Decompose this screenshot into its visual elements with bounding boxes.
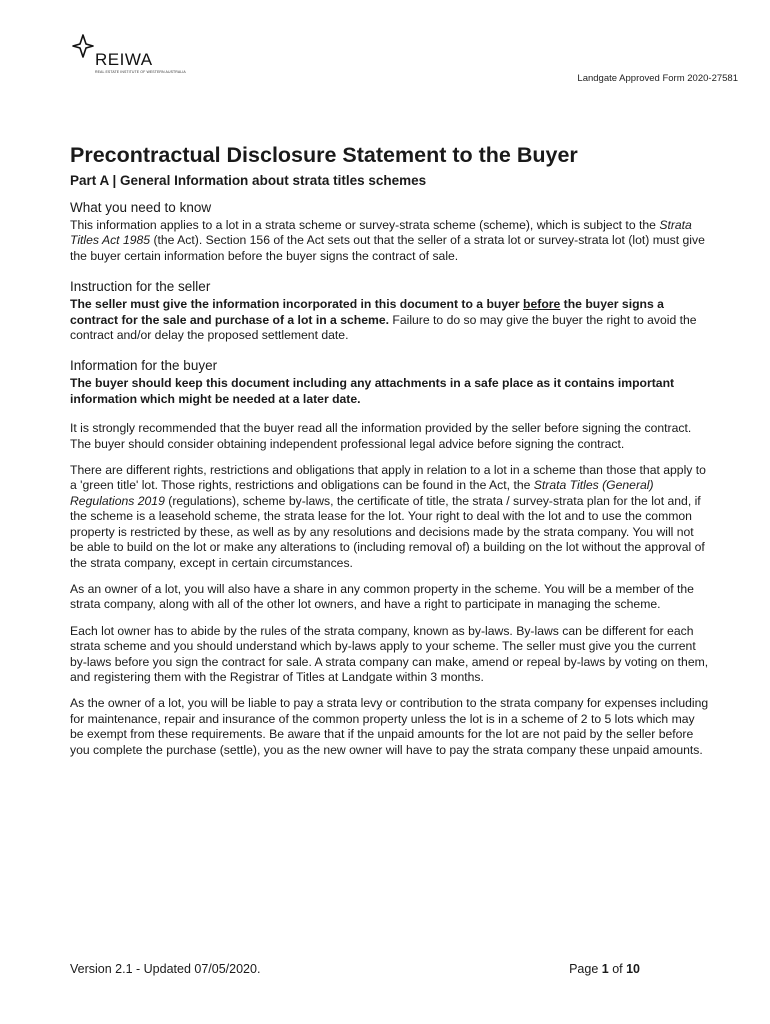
paragraph-intro: This information applies to a lot in a strata scheme or survey-strata scheme (scheme), which is subject to the Strata Titles Act 1985 (the Act). Section 156 of the Act sets out that the seller of a strata lot or survey-strata lot (lot) must give the buyer certain information before the buyer signs the contract of sale. (70, 218, 705, 263)
form-number: Landgate Approved Form 2020-27581 (577, 73, 738, 84)
paragraph-rights-restrictions: There are different rights, restrictions and obligations that apply in relation to a lot in a scheme than those that apply to a 'green title' lot. Those rights, restrictions and obligations can be found in the Act, the Strata Titles (General) Regulations 2019 (regulations), scheme by-laws, the certificate of title, the strata / survey-strata plan for the lot and, if the scheme is a leasehold scheme, the strata lease for the lot. Your right to deal with the lot and to use the common property is restricted by these, as well as by any resolutions and decisions made by the strata company. You will not be able to build on the lot or make any alterations to (including removal of) a building on the lot without the approval of the strata company, except in certain circumstances. (70, 463, 706, 570)
section-heading-information-for-buyer: Information for the buyer (70, 358, 218, 374)
regulations-name: Strata Titles (General) Regulations 2019 (70, 478, 654, 508)
document-title: Precontractual Disclosure Statement to the Buyer (70, 143, 578, 167)
act-name: Strata Titles Act 1985 (70, 218, 692, 248)
paragraph-by-laws: Each lot owner has to abide by the rules of the strata company, known as by-laws. By-laws can be different for each strata scheme and you should understand which by-laws apply to your scheme. The seller must give you the current by-laws before you sign the contract for sale. A strata company can make, amend or repeal by-laws by voting on them, and registering them with the Registrar of Titles at Landgate within 3 months. (70, 623, 709, 684)
paragraph-legal-advice: It is strongly recommended that the buyer read all the information provided by the seller before signing the contract. The buyer should consider obtaining independent professional legal advice before signing the contract. (70, 421, 692, 451)
document-body (70, 140, 710, 769)
logo-wordmark: REIWA (95, 50, 153, 69)
section-heading-what-you-need-to-know: What you need to know (70, 200, 212, 215)
page-number: Page 1 of 10 (569, 962, 640, 976)
paragraph-strata-levy: As the owner of a lot, you will be liable to pay a strata levy or contribution to the strata company for expenses including for maintenance, repair and insurance of the common property unless the lot is in a scheme of 2 to 5 lots which may be exempt from these requirements. Be aware that if the unpaid amounts for the lot are not paid by the seller before you complete the purchase (settle), you as the new owner will have to pay the strata company these unpaid amounts. (70, 696, 709, 757)
paragraph-common-property: As an owner of a lot, you will also have a share in any common property in the scheme. You will be a member of the strata company, along with all of the other lot owners, and have a right to participate in managing the scheme. (70, 581, 694, 612)
paragraph-buyer-notice: The buyer should keep this document including any attachments in a safe place as it contains important information which might be needed at a later date. (70, 376, 675, 406)
section-heading-instruction-for-seller: Instruction for the seller (70, 279, 211, 295)
logo-tagline: REAL ESTATE INSTITUTE OF WESTERN AUSTRALIA (95, 70, 186, 74)
underlined-before: before (523, 297, 561, 312)
version-footer: Version 2.1 - Updated 07/05/2020. (70, 962, 261, 976)
reiwa-logo (72, 34, 186, 80)
diamond-star-icon (72, 34, 94, 58)
part-heading: Part A | General Information about strata titles schemes (70, 173, 427, 188)
paragraph-seller-instruction: The seller must give the information incorporated in this document to a buyer before the buyer signs a contract for the sale and purchase of a lot in a scheme. Failure to do so may give the buyer the right to avoid the contract and/or delay the proposed settlement date. (70, 297, 697, 343)
